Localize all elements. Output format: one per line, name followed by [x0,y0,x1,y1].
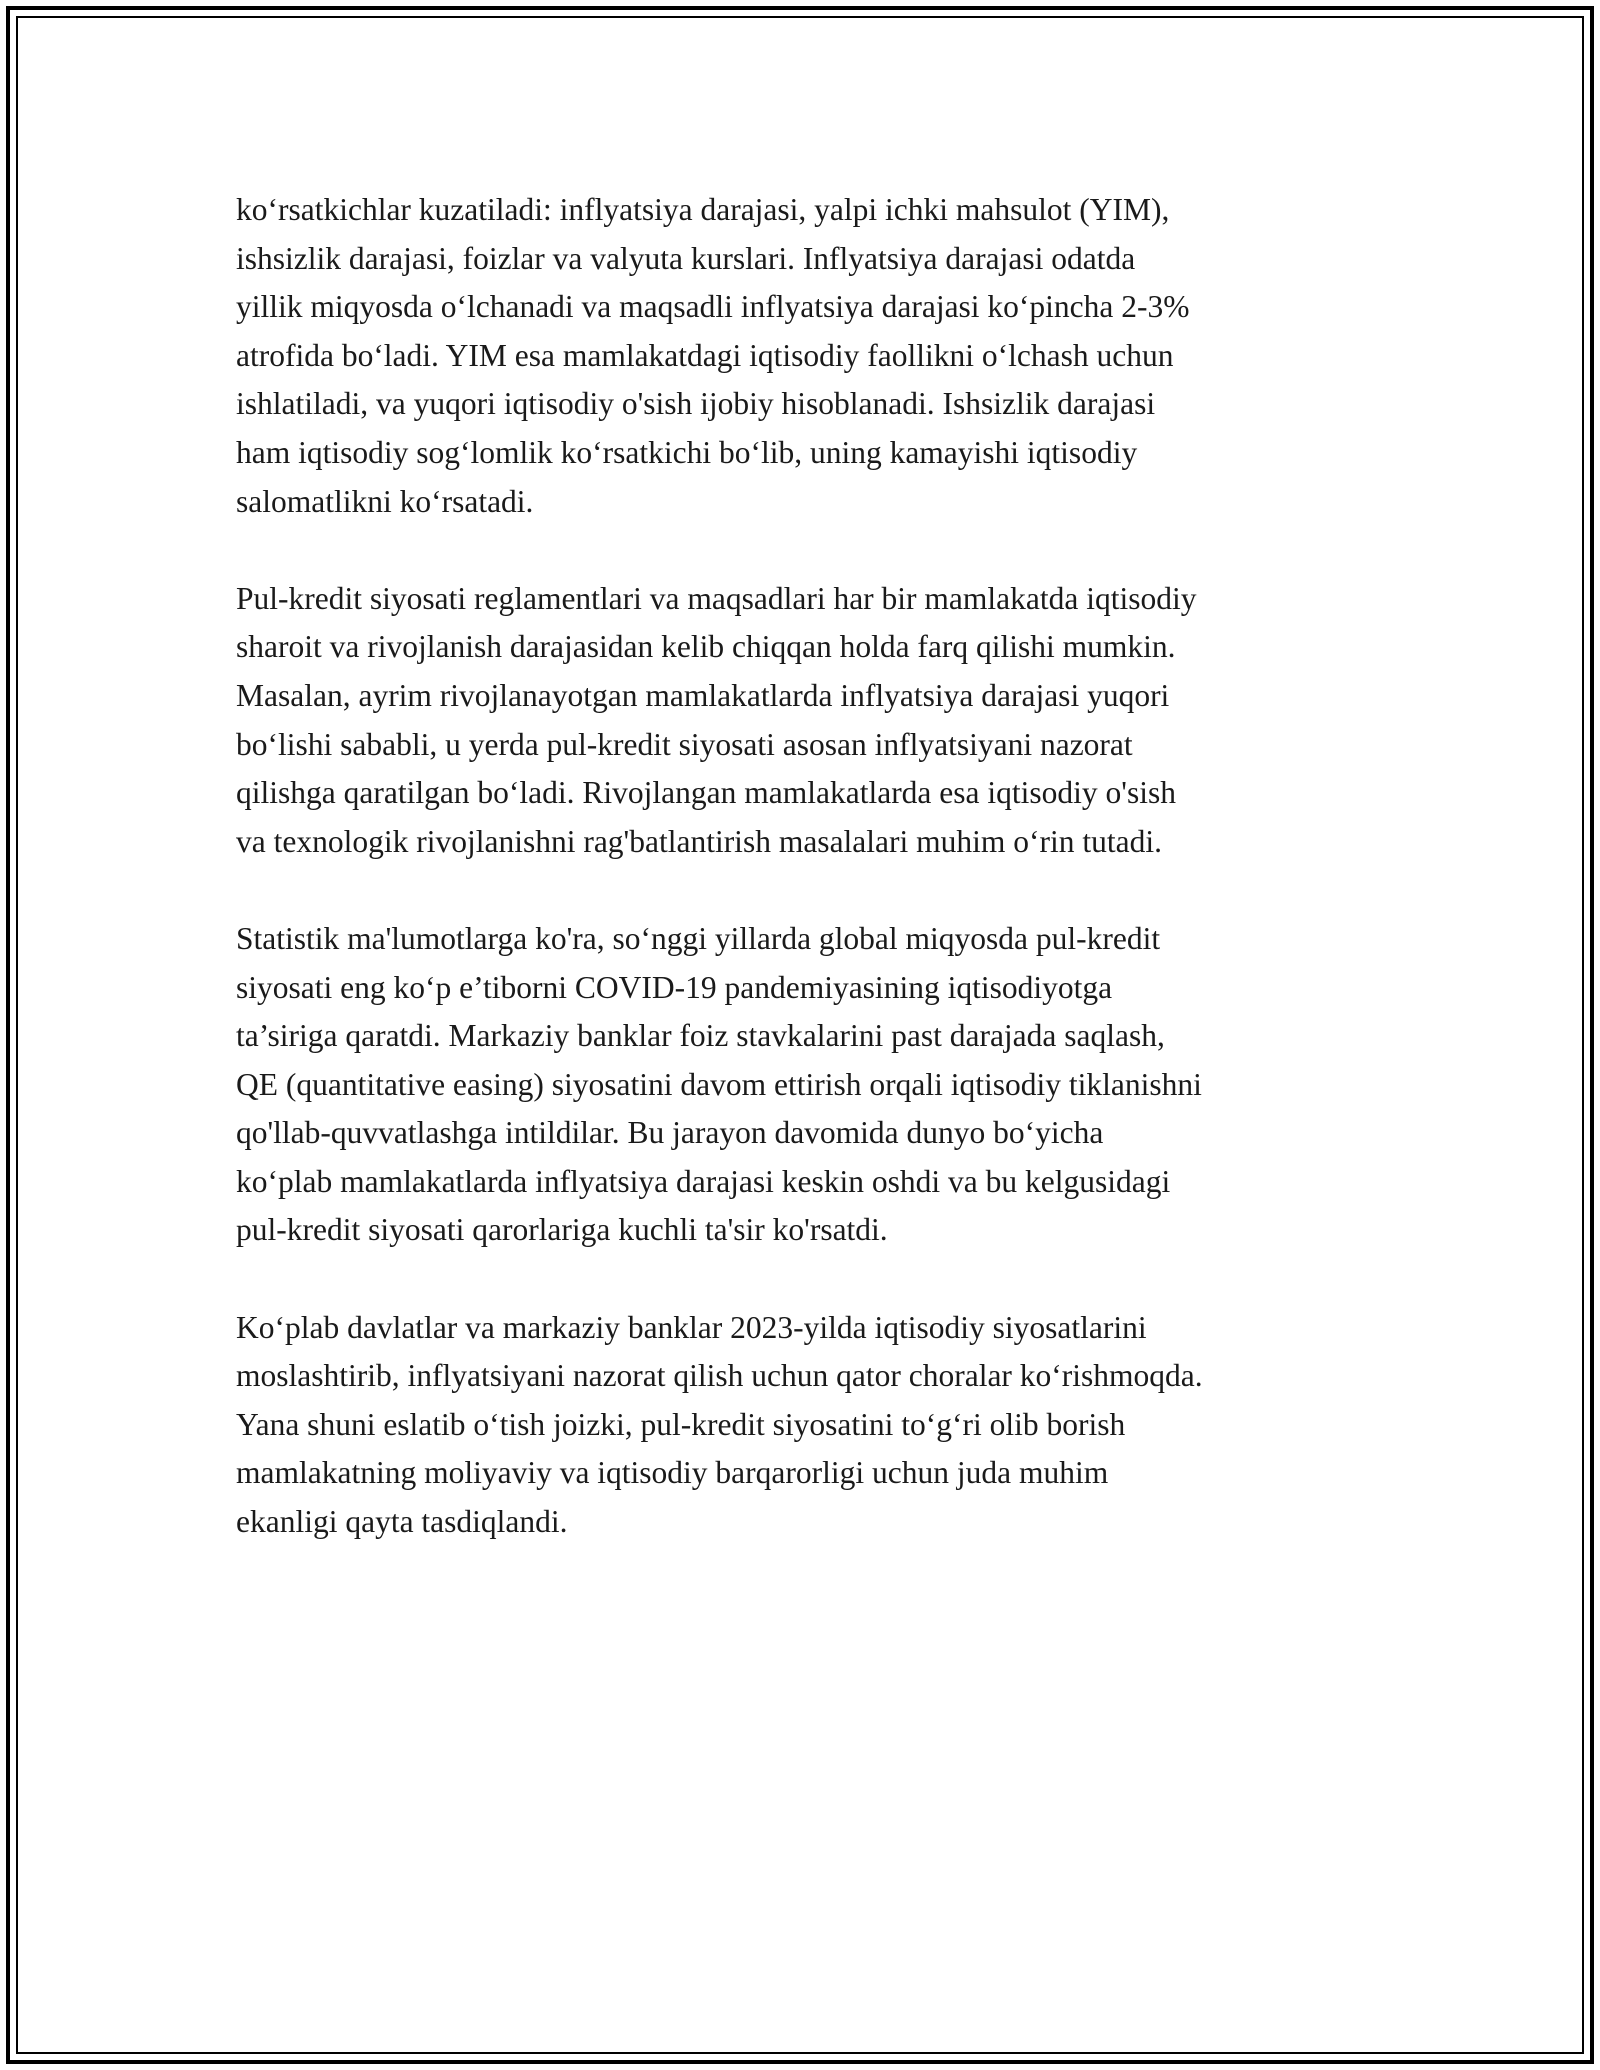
text-line: sharoit va rivojlanish darajasidan kelib chiqqan holda farq qilishi mumkin. [236,629,1176,665]
text-line: ishsizlik darajasi, foizlar va valyuta kurslari. Inflyatsiya darajasi odatda [236,240,1136,276]
text-line: ishlatiladi, va yuqori iqtisodiy o'sish ijobiy hisoblanadi. Ishsizlik darajasi [236,386,1156,422]
paragraph-3 [236,915,1376,1255]
text-line: Statistik ma'lumotlarga ko'ra, so‘nggi yillarda global miqyosda pul-kredit [236,920,1161,956]
text-line: Yana shuni eslatib o‘tish joizki, pul-kredit siyosatini to‘g‘ri olib borish [236,1406,1126,1442]
text-line: mamlakatning moliyaviy va iqtisodiy barqarorligi uchun juda muhim [236,1455,1109,1491]
text-line: salomatlikni ko‘rsatadi. [236,483,534,519]
text-line: va texnologik rivojlanishni rag'batlantirish masalalari muhim o‘rin tutadi. [236,823,1162,859]
text-line: atrofida bo‘ladi. YIM esa mamlakatdagi iqtisodiy faollikni o‘lchash uchun [236,337,1174,373]
text-line: siyosati eng ko‘p e’tiborni COVID-19 pandemiyasining iqtisodiyotga [236,969,1113,1005]
text-line: Pul-kredit siyosati reglamentlari va maqsadlari har bir mamlakatda iqtisodiy [236,580,1197,616]
text-line: QE (quantitative easing) siyosatini davom ettirish orqali iqtisodiy tiklanishni [236,1066,1202,1102]
text-line: ta’siriga qaratdi. Markaziy banklar foiz stavkalarini past darajada saqlash, [236,1018,1165,1054]
text-line: qilishga qaratilgan bo‘ladi. Rivojlangan mamlakatlarda esa iqtisodiy o'sish [236,775,1176,811]
text-line: bo‘lishi sababli, u yerda pul-kredit siyosati asosan inflyatsiyani nazorat [236,726,1133,762]
paragraph-1 [236,186,1376,526]
text-line: qo'llab-quvvatlashga intildilar. Bu jarayon davomida dunyo bo‘yicha [236,1115,1104,1151]
text-line: ekanligi qayta tasdiqlandi. [236,1504,568,1540]
text-line: Ko‘plab davlatlar va markaziy banklar 2023-yilda iqtisodiy siyosatlarini [236,1309,1147,1345]
text-line: ko‘plab mamlakatlarda inflyatsiya darajasi keskin oshdi va bu kelgusidagi [236,1163,1171,1199]
text-line: moslashtirib, inflyatsiyani nazorat qilish uchun qator choralar ko‘rishmoqda. [236,1358,1203,1394]
paragraph-4 [236,1304,1376,1547]
text-line: ham iqtisodiy sog‘lomlik ko‘rsatkichi bo‘lib, uning kamayishi iqtisodiy [236,434,1138,470]
paragraph-2 [236,575,1376,867]
text-line: pul-kredit siyosati qarorlariga kuchli ta'sir ko'rsatdi. [236,1212,888,1248]
text-line: yillik miqyosda o‘lchanadi va maqsadli inflyatsiya darajasi ko‘pincha 2-3% [236,289,1190,325]
text-line: ko‘rsatkichlar kuzatiladi: inflyatsiya darajasi, yalpi ichki mahsulot (YIM), [236,192,1170,227]
document-body [236,186,1376,1595]
text-line: Masalan, ayrim rivojlanayotgan mamlakatlarda inflyatsiya darajasi yuqori [236,677,1170,713]
